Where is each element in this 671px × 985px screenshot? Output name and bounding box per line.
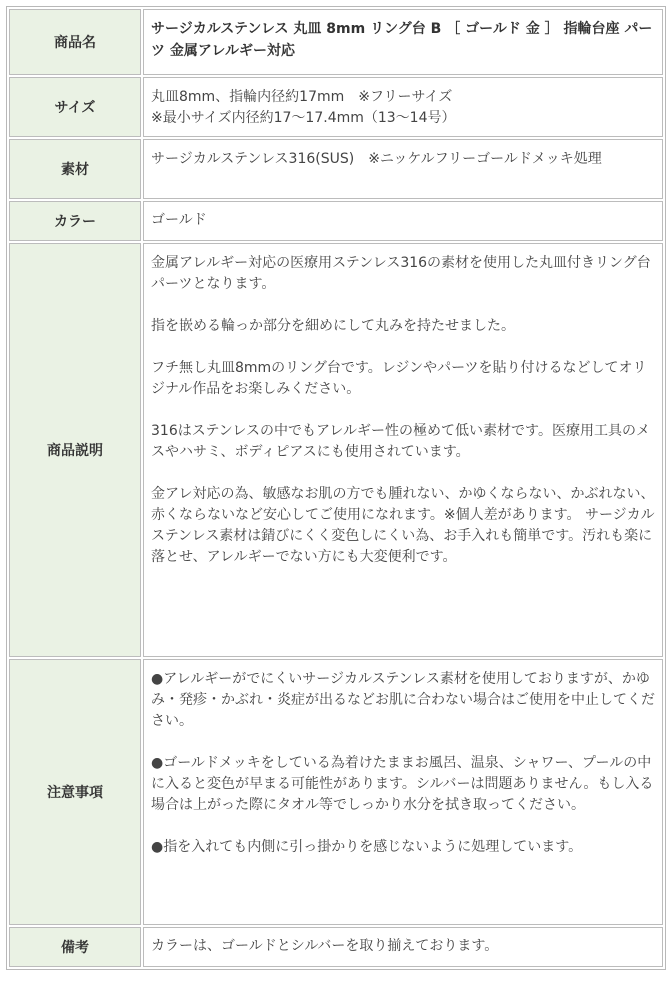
spec-row-remarks bbox=[9, 927, 663, 967]
notes-paragraph: ●指を入れても内側に引っ掛かりを感じないように処理しています。 bbox=[151, 839, 583, 855]
size-value bbox=[143, 77, 663, 137]
notes-paragraph: ●ゴールドメッキをしている為着けたままお風呂、温泉、シャワー、プールの中に入ると変色が早まる可能性があります。シルバーは問題ありません。もし入る場合は上がった際にタオル等でしっかり水分を拭き取ってください。 bbox=[151, 755, 654, 813]
product-spec-table bbox=[6, 6, 666, 970]
spec-row-material bbox=[9, 139, 663, 199]
material-value: サージカルステンレス316(SUS) ※ニッケルフリーゴールドメッキ処理 bbox=[143, 139, 663, 199]
spec-row-color bbox=[9, 201, 663, 241]
row-label-size: サイズ bbox=[9, 77, 141, 137]
row-label-color: カラー bbox=[9, 201, 141, 241]
spec-row-description bbox=[9, 243, 663, 657]
spec-row-product-name bbox=[9, 9, 663, 75]
spec-row-size bbox=[9, 77, 663, 137]
remarks-value: カラーは、ゴールドとシルバーを取り揃えております。 bbox=[143, 927, 663, 967]
description-paragraph: フチ無し丸皿8mmのリング台です。レジンやパーツを貼り付けるなどしてオリジナル作品をお楽しみください。 bbox=[151, 360, 647, 397]
product-name-value: サージカルステンレス 丸皿 8mm リング台 B ［ ゴールド 金 ］ 指輪台座 パーツ 金属アレルギー対応 bbox=[143, 9, 663, 75]
row-label-description: 商品説明 bbox=[9, 243, 141, 657]
notes-value bbox=[143, 659, 663, 925]
row-label-product-name: 商品名 bbox=[9, 9, 141, 75]
notes-paragraph: ●アレルギーがでにくいサージカルステンレス素材を使用しておりますが、かゆみ・発疹・かぶれ・炎症が出るなどお肌に合わない場合はご使用を中止してください。 bbox=[151, 671, 655, 729]
size-line: ※最小サイズ内径約17～17.4mm（13～14号） bbox=[151, 110, 456, 126]
size-line: 丸皿8mm、指輪内径約17mm ※フリーサイズ bbox=[151, 89, 453, 105]
row-label-notes: 注意事項 bbox=[9, 659, 141, 925]
row-label-remarks: 備考 bbox=[9, 927, 141, 967]
description-paragraph: 指を嵌める輪っか部分を細めにして丸みを持たせました。 bbox=[151, 318, 515, 334]
description-paragraph: 金属アレルギー対応の医療用ステンレス316の素材を使用した丸皿付きリング台パーツとなります。 bbox=[151, 255, 651, 292]
description-value bbox=[143, 243, 663, 657]
row-label-material: 素材 bbox=[9, 139, 141, 199]
description-paragraph: 金アレ対応の為、敏感なお肌の方でも腫れない、かゆくならない、かぶれない、赤くならないなど安心してご使用になれます。※個人差があります。 サージカルステンレス素材は錆びにくく変色しにくい為、お手入れも簡単です。汚れも楽に落とせ、アレルギーでない方にも大変便利です。 bbox=[151, 486, 655, 565]
spec-row-notes bbox=[9, 659, 663, 925]
description-paragraph: 316はステンレスの中でもアレルギー性の極めて低い素材です。医療用工具のメスやハサミ、ボディピアスにも使用されています。 bbox=[151, 423, 650, 460]
color-value: ゴールド bbox=[143, 201, 663, 241]
